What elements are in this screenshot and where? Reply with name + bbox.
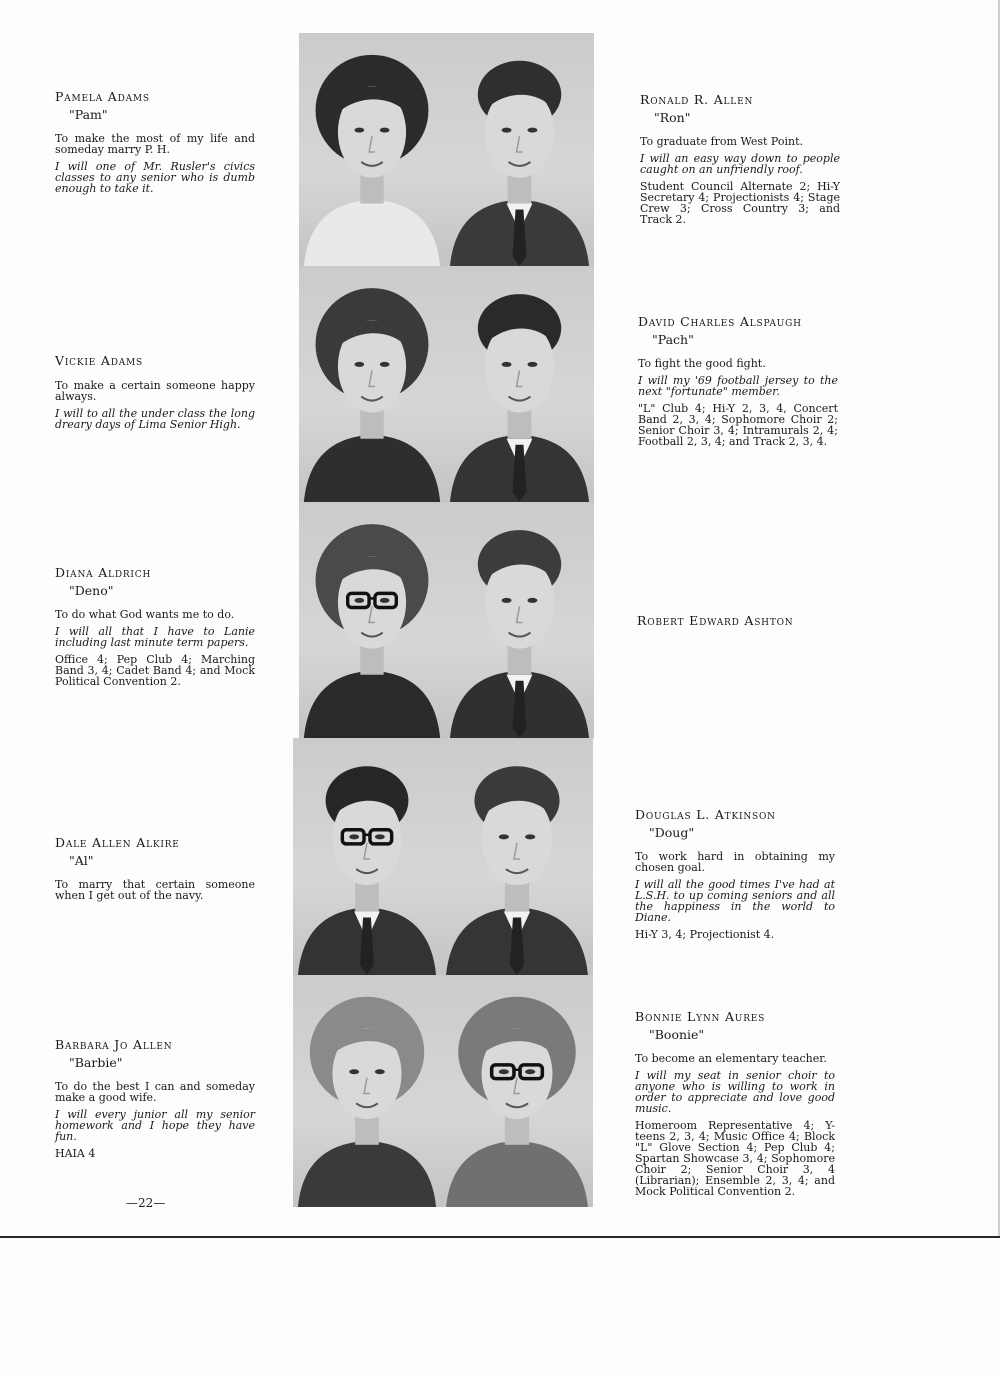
bio-bonnie-aures [635,1010,835,1197]
eye-right [380,128,390,133]
student-name: Diana Aldrich [55,565,152,580]
student-will: I will all the good times I've had at L.S.H. to up coming seniors and all the happiness in the world to Diane. [635,878,835,924]
student-nickname: "Pach" [652,332,694,347]
eye-left [349,834,359,839]
student-nickname: "Deno" [69,583,114,598]
student-activities: "L" Club 4; Hi-Y 2, 3, 4, Concert Band 2, 3, 4; Sophomore Choir 2; Senior Choir 3, 4; Intramurals 2, 4; Football 2, 3, 4; and Track 2, 3, 4. [638,402,838,448]
student-name: Robert Edward Ashton [637,613,794,628]
portrait-silhouette [299,502,445,738]
garment-shape [304,200,440,266]
student-goal: To marry that certain someone when I get out of the navy. [55,878,255,902]
portrait-photo-bonnie-aures [441,975,593,1207]
student-will: I will one of Mr. Rusler's civics classes to any senior who is dumb enough to take it. [55,160,255,195]
eye-right [527,128,537,133]
portrait-silhouette [445,33,594,266]
eye-left [354,128,364,133]
bio-barbara-allen [55,1038,255,1159]
bio-robert-ashton [637,614,837,632]
student-name: Bonnie Lynn Aures [635,1009,766,1024]
student-goal: To become an elementary teacher. [635,1052,827,1065]
portrait-silhouette [441,975,593,1207]
student-name: Barbara Jo Allen [55,1037,173,1052]
student-nickname: "Barbie" [69,1055,123,1070]
eye-right [375,1069,385,1074]
bio-douglas-atkinson [635,808,835,940]
eye-left [499,1069,509,1074]
eye-right [375,834,385,839]
student-goal: To graduate from West Point. [640,135,804,148]
portrait-silhouette [445,502,594,738]
eye-right [527,362,537,367]
student-name: Dale Allen Alkire [55,835,180,850]
eye-left [499,834,509,839]
portrait-silhouette [445,266,594,502]
eye-left [354,598,364,603]
student-activities: Student Council Alternate 2; Hi-Y Secretary 4; Projectionists 4; Stage Crew 3; Cross Country 3; and Track 2. [640,180,840,226]
portrait-photo-douglas-atkinson [441,738,593,975]
bio-diana-aldrich [55,566,255,687]
eye-right [527,598,537,603]
bio-david-alspaugh [638,315,838,447]
student-will: I will every junior all my senior homework and I hope they have fun. [55,1108,255,1143]
student-name: Ronald R. Allen [640,92,754,107]
student-activities: Homeroom Representative 4; Y-teens 2, 3, 4; Music Office 4; Block "L" Glove Section 4; Pep Club 4; Spartan Showcase 3, 4; Sophomore Choir 2; Senior Choir 3, 4 (Librarian); Ensemble 2, 3, 4; and Mock Political Convention 2. [635,1119,835,1198]
portrait-photo-barbara-allen [293,975,441,1207]
portrait-silhouette [299,33,445,266]
student-nickname: "Al" [69,853,94,868]
garment-shape [304,435,440,502]
portrait-photo-vickie-adams [299,266,445,502]
student-goal: To make a certain someone happy always. [55,379,255,403]
student-nickname: "Boonie" [649,1027,705,1042]
student-goal: To work hard in obtaining my chosen goal. [635,850,835,874]
student-will: I will all that I have to Lanie including last minute term papers. [55,625,255,649]
portrait-photo-ronald-allen [445,33,594,266]
student-activities: HAIA 4 [55,1147,96,1160]
bio-vickie-adams [55,354,255,436]
student-goal: To make the most of my life and someday marry P. H. [55,132,255,156]
student-name: Vickie Adams [55,353,144,368]
portrait-photo-david-alspaugh [445,266,594,502]
eye-right [525,1069,535,1074]
portrait-silhouette [441,738,593,975]
eye-left [502,128,512,133]
garment-shape [298,1141,436,1207]
student-name: Douglas L. Atkinson [635,807,776,822]
student-nickname: "Ron" [654,110,691,125]
portrait-silhouette [299,266,445,502]
student-goal: To do what God wants me to do. [55,608,235,621]
student-name: Pamela Adams [55,89,150,104]
student-nickname: "Pam" [69,107,108,122]
eye-right [380,598,390,603]
eye-left [354,362,364,367]
portrait-photo-pamela-adams [299,33,445,266]
portrait-photo-robert-ashton [445,502,594,738]
eye-right [525,834,535,839]
student-activities: Office 4; Pep Club 4; Marching Band 3, 4; Cadet Band 4; and Mock Political Convention 2. [55,653,255,688]
eye-left [502,598,512,603]
student-nickname: "Doug" [649,825,695,840]
garment-shape [446,1141,588,1207]
eye-left [349,1069,359,1074]
student-goal: To do the best I can and someday make a good wife. [55,1080,255,1104]
garment-shape [304,671,440,738]
student-will: I will my seat in senior choir to anyone who is willing to work in order to appreciate and love good music. [635,1069,835,1115]
bio-ronald-allen [640,93,840,225]
bio-dale-alkire [55,836,255,907]
page-edge [0,1236,1000,1238]
page-number: —22— [126,1196,166,1210]
student-will: I will to all the under class the long dreary days of Lima Senior High. [55,407,255,431]
student-name: David Charles Alspaugh [638,314,802,329]
bio-pamela-adams [55,90,255,200]
portrait-silhouette [293,975,441,1207]
student-will: I will my '69 football jersey to the next "fortunate" member. [638,374,838,398]
student-activities: Hi-Y 3, 4; Projectionist 4. [635,928,775,941]
eye-right [380,362,390,367]
portrait-photo-dale-alkire [293,738,441,975]
student-will: I will an easy way down to people caught on an unfriendly roof. [640,152,840,176]
eye-left [502,362,512,367]
student-goal: To fight the good fight. [638,357,766,370]
portrait-photo-diana-aldrich [299,502,445,738]
portrait-silhouette [293,738,441,975]
